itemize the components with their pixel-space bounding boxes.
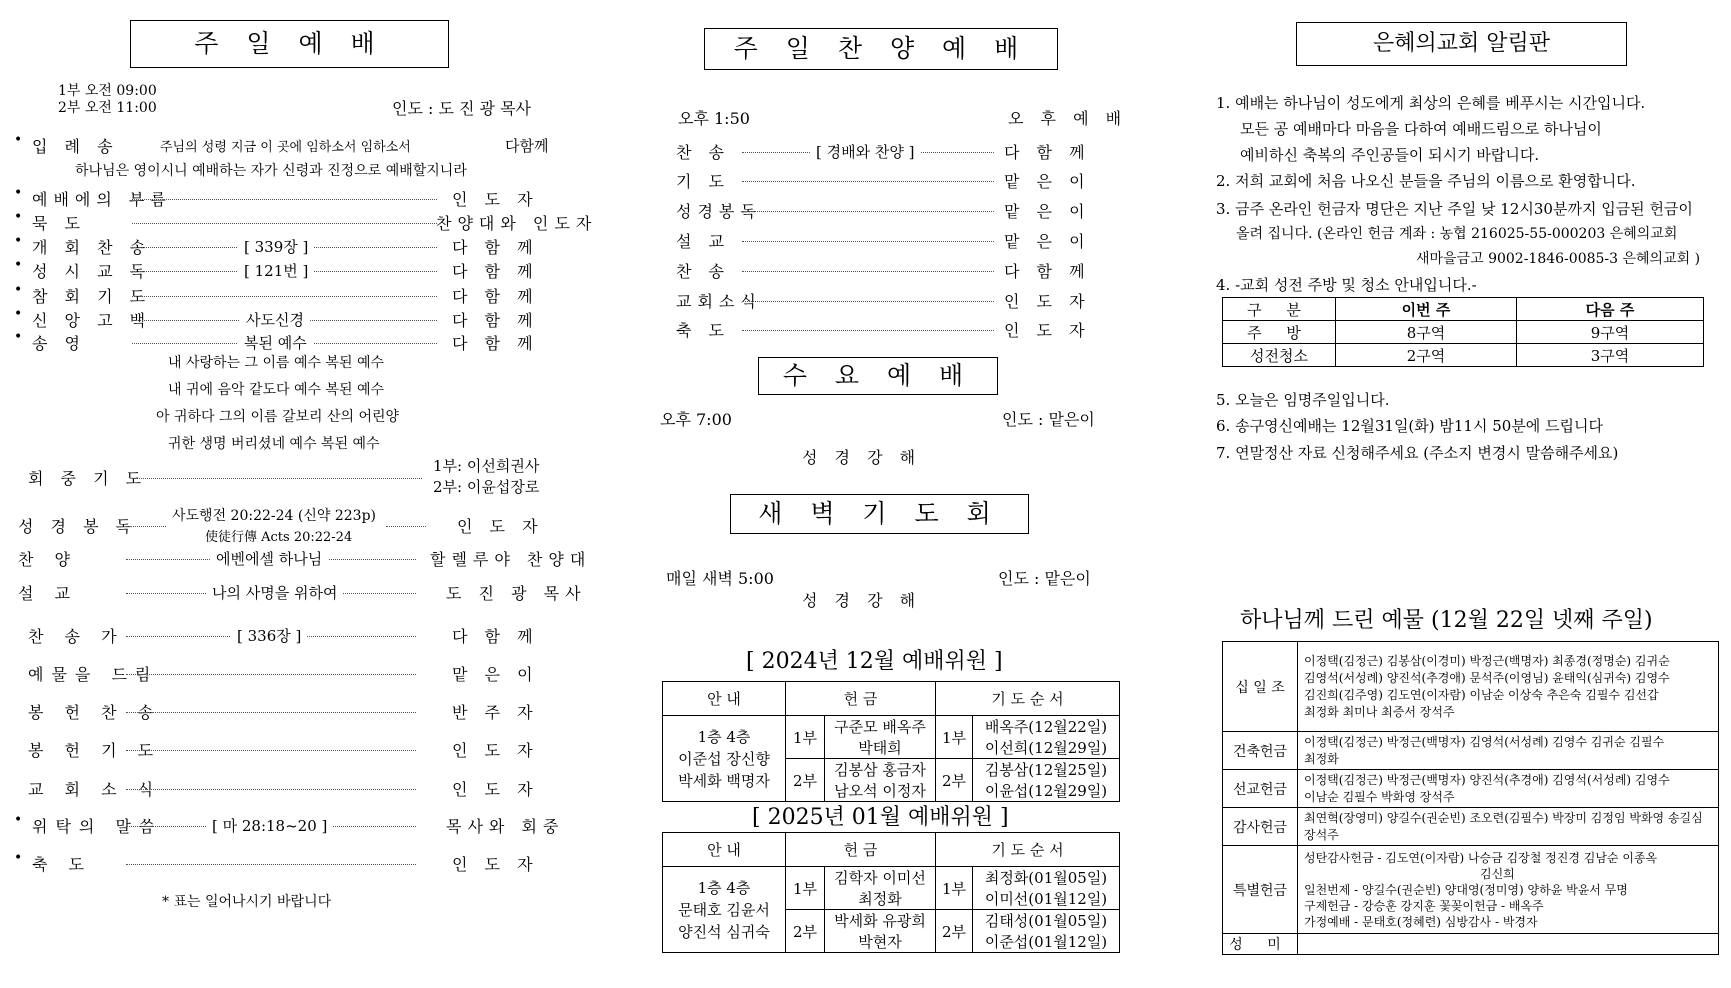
service-item-label: 축 도 bbox=[676, 321, 730, 340]
prayer-label: 회 중 기 도 bbox=[28, 469, 148, 488]
guide-names: 이준섭 장신향 bbox=[678, 749, 770, 768]
offering-type: 감사헌금 bbox=[1223, 808, 1298, 846]
guide-floors: 1층 4층 bbox=[697, 878, 751, 897]
song-line: 내 귀에 음악 같도다 예수 복된 예수 bbox=[168, 382, 385, 398]
service-item-label: 찬 양 bbox=[18, 550, 78, 569]
service-item-role: 맡 은 이 bbox=[452, 665, 539, 684]
offering-names: 이정택(김정근) 박정근(백명자) 김영석(서성례) 김영수 김귀순 김필수 최정화 bbox=[1298, 732, 1719, 770]
entrance-hymn-label: 입 례 송 bbox=[32, 137, 119, 156]
col-header: 기 도 순 서 bbox=[936, 682, 1120, 716]
prayer-cell: 김태성(01월05일) 이준섭(01월12일) bbox=[973, 910, 1120, 953]
service-item-label: 봉 헌 기 도 bbox=[28, 741, 162, 760]
prayer-leader-2: 2부: 이윤섭장로 bbox=[433, 478, 540, 496]
wednesday-sub: 성 경 강 해 bbox=[802, 448, 922, 467]
offering-names: 이정택(김정근) 박정근(백명자) 양진석(추경애) 김영석(서성례) 김영수 이남순 김필수 박화영 장석주 bbox=[1298, 770, 1719, 808]
bullet: • bbox=[14, 812, 23, 828]
dotted-leader bbox=[126, 712, 416, 713]
dotted-leader bbox=[742, 271, 994, 272]
service-item-label: 설 교 bbox=[18, 584, 78, 603]
dec-committee-table bbox=[662, 681, 1120, 802]
col-header: 안 내 bbox=[663, 682, 786, 716]
guide-cell bbox=[663, 716, 786, 802]
bullet: • bbox=[14, 850, 23, 866]
offering-names: 최연혁(장영미) 양길수(권순빈) 조오련(김필수) 박장미 김정임 박화영 송길심 장석주 bbox=[1298, 808, 1719, 846]
service-item-detail: 나의 사명을 위하여 bbox=[206, 582, 343, 603]
intro-verse: 하나님은 영이시니 예배하는 자가 신령과 진정으로 예배할지니라 bbox=[75, 163, 467, 179]
notice: 2. 저희 교회에 처음 나오신 분들을 주님의 이름으로 환영합니다. bbox=[1216, 172, 1636, 190]
notice: 새마을금고 9002-1846-0085-3 은혜의교회 ) bbox=[1416, 251, 1701, 267]
service-item-role: 인 도 자 bbox=[1004, 321, 1091, 340]
service-item-role: 인 도 자 bbox=[452, 741, 539, 760]
part-cell: 1부 bbox=[786, 716, 825, 759]
part-cell: 1부 bbox=[936, 716, 973, 759]
notice: 7. 연말정산 자료 신청해주세요 (주소지 변경시 말씀해주세요) bbox=[1216, 444, 1619, 462]
scripture-role: 인 도 자 bbox=[457, 517, 544, 536]
service-item-role: 맡 은 이 bbox=[1004, 202, 1091, 221]
jan-committee-title: [ 2025년 01월 예배위원 ] bbox=[752, 805, 1009, 830]
col-header: 다음 주 bbox=[1517, 298, 1704, 321]
duty-next-week: 3구역 bbox=[1517, 344, 1704, 367]
service-item-label: 참 회 기 도 bbox=[32, 287, 152, 306]
prayer-cell: 배옥주(12월22일) 이선희(12월29일) bbox=[973, 716, 1120, 759]
service-item-role: 인 도 자 bbox=[452, 190, 539, 209]
service-item-role: 할렐루야 찬양대 bbox=[430, 550, 592, 569]
offering-cell: 박세화 유광희 박현자 bbox=[825, 910, 936, 953]
offering-type: 성 미 bbox=[1223, 934, 1298, 955]
service-item-label: 예배에의 부름 bbox=[32, 190, 172, 209]
bullet: • bbox=[14, 132, 23, 148]
notice: 1. 예배는 하나님이 성도에게 최상의 은혜를 베푸시는 시간입니다. bbox=[1216, 94, 1646, 112]
service-item-label: 봉 헌 찬 송 bbox=[28, 703, 162, 722]
notice: 올려 집니다. (온라인 헌금 계좌 : 농협 216025-55-000203 은혜의교회 bbox=[1236, 226, 1678, 242]
col-header: 헌 금 bbox=[786, 682, 936, 716]
entrance-hymn-title: 주님의 성령 지금 이 곳에 임하소서 임하소서 bbox=[160, 140, 411, 155]
service-item-role: 다 함 께 bbox=[1004, 143, 1091, 162]
offering-names: 이정택(김정근) 김봉삼(이경미) 박정근(백명자) 최종경(정명순) 김귀순 김영석(서성례) 양진석(추경애) 문석주(이영님) 윤태익(심귀숙) 김영수 김진희(김주영) 김도연(이자람) 이남순 이상숙 추은숙 김필수 김선갑 최정화 최미나 최증서 장석주 bbox=[1298, 642, 1719, 732]
guide-names: 박세화 백명자 bbox=[678, 771, 770, 790]
service-item-role: 도 진 광 목사 bbox=[446, 584, 587, 603]
jan-committee-table bbox=[662, 832, 1120, 953]
service-item-detail: 사도신경 bbox=[240, 309, 310, 330]
bullet: • bbox=[14, 233, 23, 249]
offering-names: 성탄감사헌금 - 김도연(이자람) 나승금 김장철 정진경 김남순 이종옥 김신희 일천번제 - 양길수(권순빈) 양대영(정미영) 양하윤 박윤서 무명 구제헌금 - 강승훈 강지훈 꽃꽂이헌금 - 배옥주 가정예배 - 문태호(정혜련) 심방감사 - 박경자 bbox=[1298, 846, 1719, 934]
service-item-label: 위탁의 말씀 bbox=[32, 817, 163, 836]
prayer-cell: 최정화(01월05일) 이미선(01월12일) bbox=[973, 867, 1120, 910]
dotted-leader bbox=[742, 181, 994, 182]
entrance-hymn-role: 다함께 bbox=[505, 137, 549, 155]
service-item-detail: 복된 예수 bbox=[238, 332, 313, 353]
guide-names: 문태호 김윤서 bbox=[678, 900, 770, 919]
dotted-leader bbox=[132, 296, 437, 297]
service-item-label: 성 시 교 독 bbox=[32, 262, 152, 281]
offering-names bbox=[1298, 934, 1719, 955]
service-item-label: 교회소식 bbox=[676, 292, 762, 311]
wednesday-time: 오후 7:00 bbox=[660, 410, 732, 429]
offering-type: 십 일 조 bbox=[1223, 642, 1298, 732]
service-item-detail: [ 경배와 찬양 ] bbox=[810, 141, 920, 162]
notice: 5. 오늘은 임명주일입니다. bbox=[1216, 391, 1390, 409]
part-cell: 1부 bbox=[936, 867, 973, 910]
service-time-1: 1부 오전 09:00 bbox=[58, 83, 157, 99]
service-item-role: 목사와 회중 bbox=[446, 817, 565, 836]
service-item-label: 신 앙 고 백 bbox=[32, 311, 152, 330]
service-time-2: 2부 오전 11:00 bbox=[58, 100, 157, 116]
wednesday-title: 수 요 예 배 bbox=[758, 357, 998, 395]
col-header: 기 도 순 서 bbox=[936, 833, 1120, 867]
service-item-detail: [ 339장 ] bbox=[238, 236, 314, 257]
offering-type: 건축헌금 bbox=[1223, 732, 1298, 770]
dotted-leader bbox=[742, 211, 994, 212]
service-item-role: 다 함 께 bbox=[452, 287, 539, 306]
part-cell: 2부 bbox=[786, 910, 825, 953]
duty-type: 성전청소 bbox=[1223, 344, 1336, 367]
service-item-role: 맡 은 이 bbox=[1004, 232, 1091, 251]
service-item-label: 개 회 찬 송 bbox=[32, 238, 152, 257]
service-item-detail: 에벤에셀 하나님 bbox=[210, 548, 328, 569]
notice: 4. -교회 성전 주방 및 청소 안내입니다.- bbox=[1216, 276, 1477, 294]
dotted-leader bbox=[742, 301, 994, 302]
offering-cell: 김학자 이미선 최정화 bbox=[825, 867, 936, 910]
service-item-role: 찬양대와 인도자 bbox=[436, 214, 598, 233]
dotted-leader bbox=[126, 750, 416, 751]
bulletin-board-title: 은혜의교회 알림판 bbox=[1296, 22, 1627, 66]
col-header: 헌 금 bbox=[786, 833, 936, 867]
dotted-leader bbox=[126, 526, 166, 527]
duty-next-week: 9구역 bbox=[1517, 321, 1704, 344]
service-item-role: 다 함 께 bbox=[452, 627, 539, 646]
dotted-leader bbox=[126, 674, 416, 675]
dotted-leader bbox=[132, 199, 437, 200]
duty-this-week: 2구역 bbox=[1336, 344, 1517, 367]
dotted-leader bbox=[132, 223, 437, 224]
dawn-time: 매일 새벽 5:00 bbox=[666, 569, 774, 588]
col-header: 이번 주 bbox=[1336, 298, 1517, 321]
service-item-role: 다 함 께 bbox=[452, 334, 539, 353]
service-leader: 인도 : 도 진 광 목사 bbox=[392, 99, 532, 118]
duty-table bbox=[1222, 297, 1704, 367]
part-cell: 2부 bbox=[786, 759, 825, 802]
service-item-label: 기 도 bbox=[676, 172, 730, 191]
dotted-leader bbox=[742, 330, 994, 331]
offering-title: 하나님께 드린 예물 (12월 22일 넷째 주일) bbox=[1240, 608, 1653, 633]
offering-cell: 구준모 배옥주 박태희 bbox=[825, 716, 936, 759]
col-header: 구 분 bbox=[1223, 298, 1336, 321]
offering-type: 선교헌금 bbox=[1223, 770, 1298, 808]
duty-type: 주 방 bbox=[1223, 321, 1336, 344]
offering-type: 특별헌금 bbox=[1223, 846, 1298, 934]
scripture-ref-en: 使徒行傳 Acts 20:22-24 bbox=[205, 530, 353, 545]
service-item-label: 찬 송 bbox=[676, 143, 730, 162]
bullet: • bbox=[14, 282, 23, 298]
service-item-role: 다 함 께 bbox=[452, 311, 539, 330]
service-item-role: 인 도 자 bbox=[1004, 292, 1091, 311]
part-cell: 2부 bbox=[936, 910, 973, 953]
notice: 예비하신 축복의 주인공들이 되시기 바랍니다. bbox=[1240, 146, 1540, 164]
song-line: 내 사랑하는 그 이름 예수 복된 예수 bbox=[168, 355, 385, 371]
service-item-role: 다 함 께 bbox=[1004, 262, 1091, 281]
praise-time: 오후 1:50 bbox=[678, 109, 750, 128]
duty-this-week: 8구역 bbox=[1336, 321, 1517, 344]
service-item-role: 다 함 께 bbox=[452, 238, 539, 257]
service-item-role: 다 함 께 bbox=[452, 262, 539, 281]
service-item-role: 반 주 자 bbox=[452, 703, 539, 722]
song-line: 귀한 생명 버리셨네 예수 복된 예수 bbox=[168, 436, 380, 452]
service-item-label: 찬 송 bbox=[676, 262, 730, 281]
scripture-ref: 사도행전 20:22-24 (신약 223p) bbox=[172, 508, 376, 524]
service-item-label: 송 영 bbox=[32, 334, 86, 353]
notice: 3. 금주 온라인 헌금자 명단은 지난 주일 낮 12시30분까지 입금된 헌금이 bbox=[1216, 200, 1693, 218]
song-line: 아 귀하다 그의 이름 갈보리 산의 어린양 bbox=[156, 409, 400, 425]
scripture-label: 성 경 봉 독 bbox=[18, 517, 138, 536]
praise-service-title: 주 일 찬 양 예 배 bbox=[704, 28, 1058, 70]
dotted-leader bbox=[386, 526, 426, 527]
service-item-role: 맡 은 이 bbox=[1004, 172, 1091, 191]
offering-table bbox=[1222, 641, 1719, 955]
service-item-detail: [ 마 28:18~20 ] bbox=[206, 815, 333, 836]
service-item-label: 찬 송 가 bbox=[28, 627, 125, 646]
part-cell: 2부 bbox=[936, 759, 973, 802]
dotted-leader bbox=[742, 241, 994, 242]
dotted-leader bbox=[126, 864, 416, 865]
prayer-leader-1: 1부: 이선희권사 bbox=[433, 457, 540, 475]
service-item-role: 인 도 자 bbox=[452, 780, 539, 799]
service-item-detail: [ 336장 ] bbox=[231, 625, 307, 646]
main-service-title: 주 일 예 배 bbox=[130, 20, 449, 68]
dawn-sub: 성 경 강 해 bbox=[802, 591, 922, 610]
guide-names: 양진석 심귀숙 bbox=[678, 922, 770, 941]
standing-footnote: * 표는 일어나시기 바랍니다 bbox=[162, 894, 332, 910]
bullet: • bbox=[14, 306, 23, 322]
service-item-label: 설 교 bbox=[676, 232, 730, 251]
service-item-label: 묵 도 bbox=[32, 214, 86, 233]
service-item-detail: [ 121번 ] bbox=[238, 260, 314, 281]
dawn-leader: 인도 : 맡은이 bbox=[998, 569, 1091, 588]
prayer-cell: 김봉삼(12월25일) 이윤섭(12월29일) bbox=[973, 759, 1120, 802]
bullet: • bbox=[14, 329, 23, 345]
service-item-label: 성경봉독 bbox=[676, 202, 762, 221]
dec-committee-title: [ 2024년 12월 예배위원 ] bbox=[746, 649, 1003, 674]
service-item-label: 축 도 bbox=[32, 855, 92, 874]
dotted-leader bbox=[132, 478, 422, 479]
col-header: 안 내 bbox=[663, 833, 786, 867]
service-item-role: 인 도 자 bbox=[452, 855, 539, 874]
notice: 모든 공 예배마다 마음을 다하여 예배드림으로 하나님이 bbox=[1240, 120, 1602, 138]
praise-service-name: 오 후 예 배 bbox=[1008, 109, 1128, 128]
guide-cell bbox=[663, 867, 786, 953]
guide-floors: 1층 4층 bbox=[697, 727, 751, 746]
notice: 6. 송구영신예배는 12월31일(화) 밤11시 50분에 드립니다 bbox=[1216, 417, 1604, 435]
dawn-title: 새 벽 기 도 회 bbox=[730, 494, 1029, 534]
offering-cell: 김봉삼 홍금자 남오석 이정자 bbox=[825, 759, 936, 802]
part-cell: 1부 bbox=[786, 867, 825, 910]
service-item-label: 교 회 소 식 bbox=[28, 780, 162, 799]
bullet: • bbox=[14, 209, 23, 225]
dotted-leader bbox=[126, 789, 416, 790]
bullet: • bbox=[14, 257, 23, 273]
wednesday-leader: 인도 : 맡은이 bbox=[1002, 410, 1095, 429]
bullet: • bbox=[14, 185, 23, 201]
service-item-label: 예물을 드림 bbox=[28, 665, 159, 684]
